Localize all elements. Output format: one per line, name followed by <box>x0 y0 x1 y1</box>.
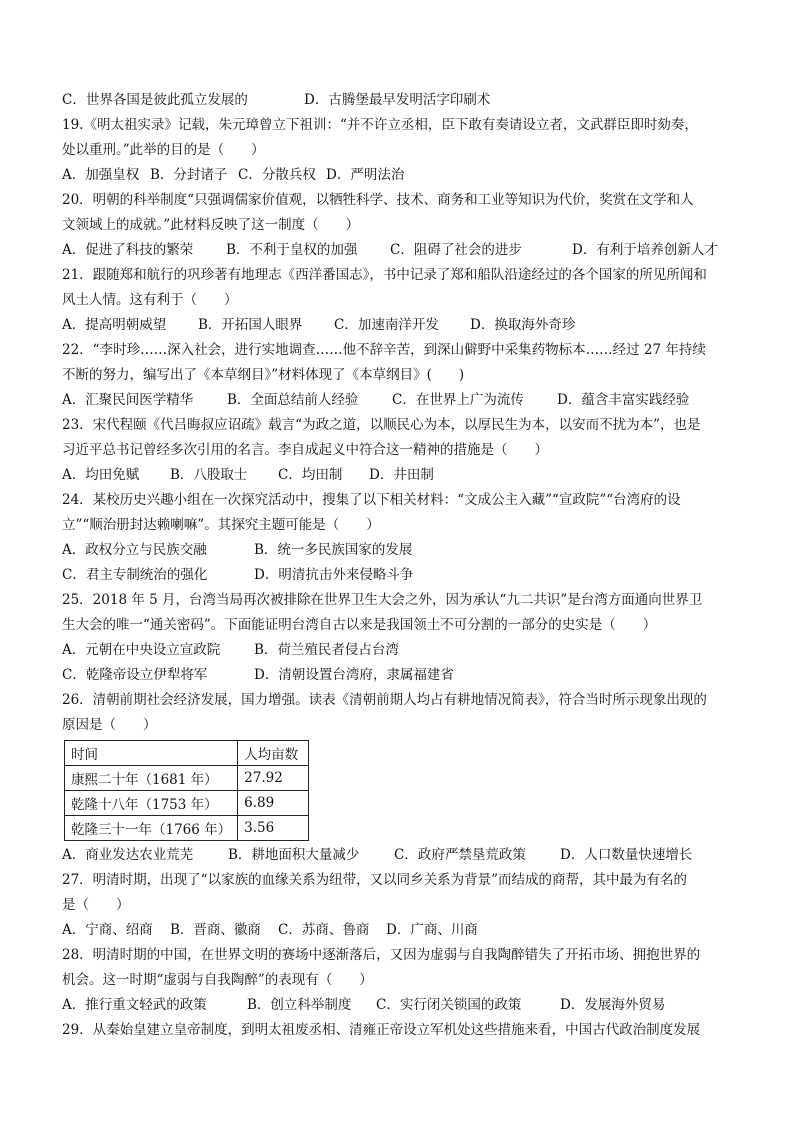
option-d: D．明清抗击外来侵略斗争 <box>254 567 414 583</box>
question-text: 原因是（ ） <box>62 717 157 733</box>
question-text: 是（ ） <box>62 897 130 913</box>
table-row <box>65 791 309 816</box>
table-header-cell: 时间 <box>65 741 238 766</box>
option-a: A．元朝在中央设立宣政院 <box>62 642 221 658</box>
option-c: C．世界各国是彼此孤立发展的 <box>62 92 248 108</box>
option-c: C．分散兵权 <box>238 167 316 183</box>
option-c: C．苏商、鲁商 <box>278 922 370 938</box>
table-cell: 27.92 <box>238 766 309 791</box>
question-text: 生大会的唯一“通关密码”。下面能证明台湾自古以来是我国领土不可分割的一部分的史实是（ ） <box>62 617 657 633</box>
question-text: 27．明清时期，出现了“以家族的血缘关系为纽带，又以同乡关系为背景”而结成的商帮，其中最为有名的 <box>62 872 687 888</box>
option-a: A．宁商、绍商 <box>62 922 153 938</box>
question-text: 24．某校历史兴趣小组在一次探究活动中，搜集了以下相关材料：“文成公主入藏”“宣政院”“台湾府的设 <box>62 492 681 508</box>
options-row <box>62 843 742 868</box>
option-d: D．蕴含丰富实践经验 <box>557 392 690 408</box>
option-c: C．乾隆帝设立伊犁将军 <box>62 667 208 683</box>
option-a: A．政权分立与民族交融 <box>62 542 207 558</box>
option-d: D．有利于培养创新人才 <box>572 242 718 258</box>
option-c: C．君主专制统治的强化 <box>62 567 208 583</box>
table-cell: 乾隆十八年（1753 年） <box>65 791 238 816</box>
option-b: B．八股取士 <box>170 467 248 483</box>
question-text: 风土人情。这有利于（ ） <box>62 292 238 308</box>
options-row <box>62 163 742 188</box>
option-a: A．加强皇权 <box>62 167 140 183</box>
question-text: 28．明清时期的中国，在世界文明的赛场中逐渐落后，又因为虚弱与自我陶醉错失了开拓市场、拥抱世界的 <box>62 947 701 963</box>
option-c: C．均田制 <box>278 467 343 483</box>
option-a: A．推行重文轻武的政策 <box>62 997 207 1013</box>
table-row <box>65 766 309 791</box>
option-a: A．均田免赋 <box>62 467 140 483</box>
option-c: C．政府严禁垦荒政策 <box>394 847 526 863</box>
option-b: B．耕地面积大量减少 <box>228 847 360 863</box>
options-row <box>62 463 742 488</box>
option-d: D．清朝设置台湾府，隶属福建省 <box>254 667 454 683</box>
option-d: D．发展海外贸易 <box>560 997 666 1013</box>
option-a: A．提高明朝威望 <box>62 317 167 333</box>
option-d: D．换取海外奇珍 <box>470 317 576 333</box>
option-d: D．人口数量快速增长 <box>560 847 693 863</box>
options-row <box>62 918 742 943</box>
option-d: D．井田制 <box>369 467 434 483</box>
question-text: 29．从秦始皇建立皇帝制度，到明太祖废丞相、清雍正帝设立军机处这些措施来看，中国古代政治制度发展 <box>62 1022 701 1038</box>
option-b: B．晋商、徽商 <box>170 922 261 938</box>
table-cell: 康熙二十年（1681 年） <box>65 766 238 791</box>
table-cell: 乾隆三十一年（1766 年） <box>65 816 238 841</box>
option-c: C．阻碍了社会的进步 <box>390 242 522 258</box>
option-a: A．汇聚民间医学精华 <box>62 392 194 408</box>
option-b: B．全面总结前人经验 <box>227 392 359 408</box>
question-text: 处以重刑。”此举的目的是（ ） <box>62 142 265 158</box>
table-header-row <box>65 741 309 766</box>
options-row <box>62 663 742 688</box>
options-row <box>62 993 742 1018</box>
options-row <box>62 563 742 588</box>
option-d: D．严明法治 <box>326 167 405 183</box>
question-text: 23．宋代程颐《代吕晦叔应诏疏》载言“为政之道，以顺民心为本，以厚民生为本，以安而不扰为本”，也是 <box>62 417 701 433</box>
question-text: 26．清朝前期社会经济发展，国力增强。读表《清朝前期人均占有耕地情况简表》，符合当时所示现象出现的 <box>62 692 707 708</box>
option-b: B．开拓国人眼界 <box>198 317 303 333</box>
option-b: B．分封诸子 <box>150 167 228 183</box>
options-row <box>62 388 742 413</box>
table-cell: 3.56 <box>238 816 309 841</box>
options-row <box>62 638 742 663</box>
option-b: B．荷兰殖民者侵占台湾 <box>254 642 399 658</box>
question-text: 19.《明太祖实录》记载，朱元璋曾立下祖训：“并不许立丞相，臣下敢有奏请设立者，文武群臣即时劾奏， <box>62 117 698 133</box>
question-text: 立”“顺治册封达赖喇嘛”。其探究主题可能是（ ） <box>62 517 380 533</box>
option-d: D．古腾堡最早发明活字印刷术 <box>304 92 491 108</box>
option-b: B．创立科举制度 <box>247 997 352 1013</box>
question-text: 21．跟随郑和航行的巩珍著有地理志《西洋番国志》，书中记录了郑和船队沿途经过的各个国家的所见所闻和 <box>62 267 707 283</box>
question-text: 25．2018 年 5 月，台湾当局再次被排除在世界卫生大会之外，因为承认“九二共识”是台湾方面通向世界卫 <box>62 592 703 608</box>
option-c: C．在世界上广为流传 <box>392 392 524 408</box>
option-a: A．促进了科技的繁荣 <box>62 242 194 258</box>
data-table <box>64 740 309 841</box>
question-text: 习近平总书记曾经多次引用的名言。李自成起义中符合这一精神的措施是（ ） <box>62 442 548 458</box>
option-a: A．商业发达农业荒芜 <box>62 847 194 863</box>
question-text: 机会。这一时期“虚弱与自我陶醉”的表现有（ ） <box>62 972 373 988</box>
options-row <box>62 238 742 263</box>
table-row <box>65 816 309 841</box>
table-cell: 6.89 <box>238 791 309 816</box>
question-text: 文领域上的成就。”此材料反映了这一制度（ ） <box>62 217 360 233</box>
options-row <box>62 538 742 563</box>
question-list <box>62 113 742 1043</box>
option-b: B．不利于皇权的加强 <box>226 242 358 258</box>
option-c: C．实行闭关锁国的政策 <box>376 997 522 1013</box>
question-text: 20．明朝的科举制度“只强调儒家价值观，以牺牲科学、技术、商务和工业等知识为代价，奖赏在文学和人 <box>62 192 694 208</box>
exam-page <box>62 88 742 1043</box>
question-text: 不断的努力，编写出了《本草纲目》”材料体现了《本草纲目》( ) <box>62 367 465 383</box>
option-c: C．加速南洋开发 <box>334 317 439 333</box>
option-d: D．广商、川商 <box>386 922 478 938</box>
question-text: 22．“李时珍……深入社会，进行实地调查……他不辞辛苦，到深山僻野中采集药物标本……经过 27 年持续 <box>62 342 706 358</box>
option-b: B．统一多民族国家的发展 <box>254 542 413 558</box>
options-row <box>62 313 742 338</box>
table-header-cell: 人均亩数 <box>238 741 309 766</box>
q18-options-tail <box>62 88 742 113</box>
